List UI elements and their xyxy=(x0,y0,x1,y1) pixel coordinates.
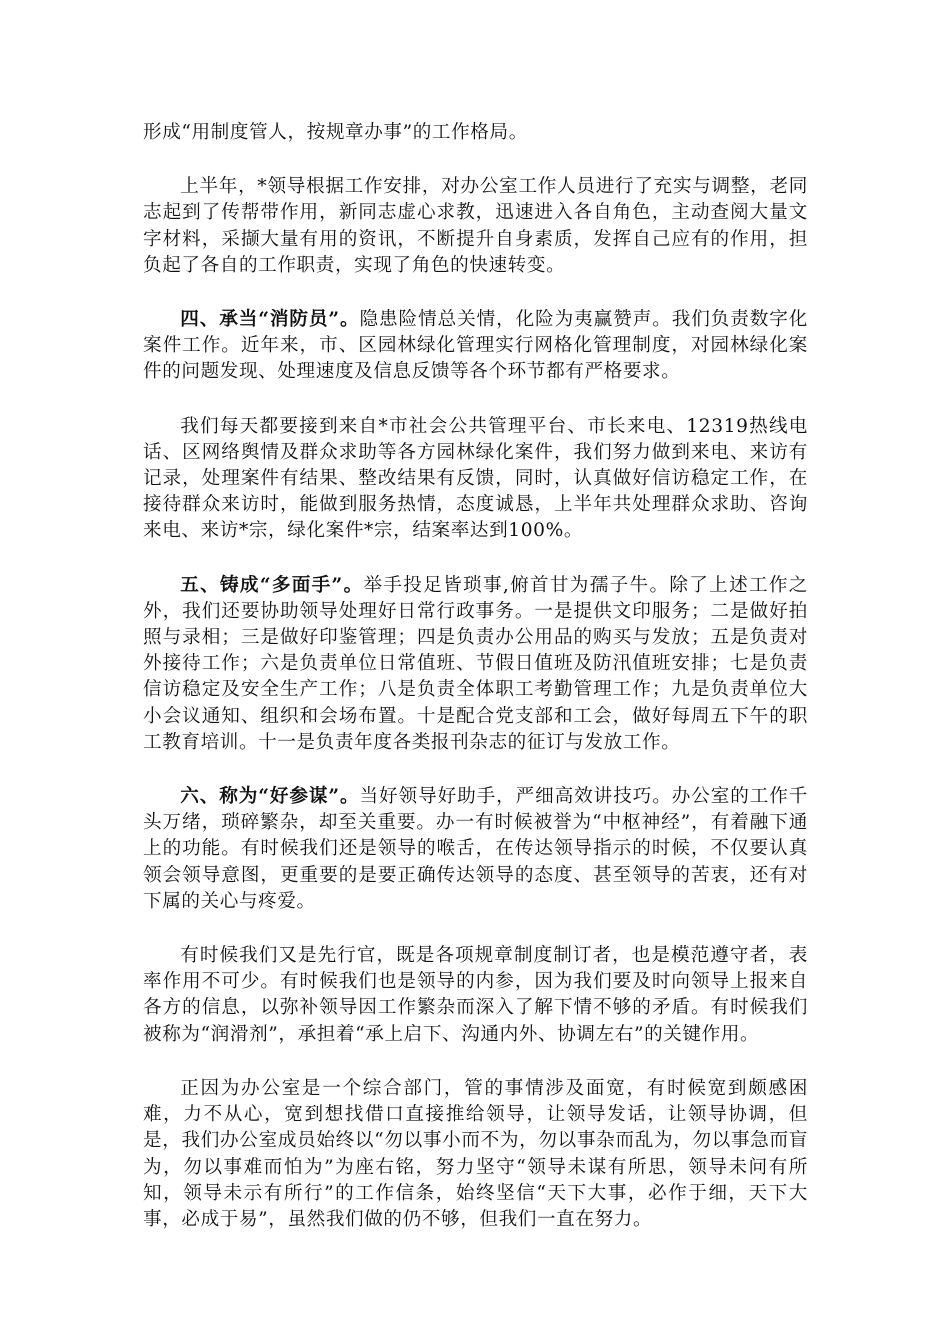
section-5-heading: 五、铸成“多面手”。 xyxy=(180,574,364,596)
section-5-paragraph xyxy=(143,573,808,756)
paragraph-8 xyxy=(143,1076,808,1233)
paragraph-2 xyxy=(143,174,808,279)
paragraph-4 xyxy=(143,414,808,545)
paragraph-text: 上半年，*领导根据工作安排，对办公室工作人员进行了充实与调整，老同志起到了传帮带作用，新同志虚心求教，迅速进入各自角色，主动查阅大量文字材料，采撷大量有用的资讯，不断提升自身素质，发挥自己应有的作用，担负起了各自的工作职责，实现了角色的快速转变。 xyxy=(143,176,808,276)
paragraph-text: 有时候我们又是先行官，既是各项规章制度制订者，也是模范遵守者，表率作用不可少。有时候我们也是领导的内参，因为我们要及时向领导上报来自各方的信息，以弥补领导因工作繁杂而深入了解下情不够的矛盾。有时候我们被称为“润滑剂”，承担着“承上启下、沟通内外、协调左右”的关键作用。 xyxy=(143,945,808,1045)
paragraph-text: 隐患险情总关情，化险为夷赢赞声。我们负责数字化案件工作。近年来，市、区园林绿化管理实行网格化管理制度，对园林绿化案件的问题发现、处理速度及信息反馈等各个环节都有严格要求。 xyxy=(143,309,809,383)
paragraph-text: 我们每天都要接到来自*市社会公共管理平台、市长来电、12319热线电话、区网络舆情及群众求助等各方园林绿化案件，我们努力做到来电、来访有记录，处理案件有结果、整改结果有反馈，同时，认真做好信访稳定工作，在接待群众来访时，能做到服务热情，态度诚恳，上半年共处理群众求助、咨询来电、来访*宗，绿化案件*宗，结案率达到100%。 xyxy=(143,415,808,542)
section-4-paragraph xyxy=(143,307,808,386)
paragraph-text: 形成“用制度管人，按规章办事”的工作格局。 xyxy=(143,122,528,143)
paragraph-text: 正因为办公室是一个综合部门，管的事情涉及面宽，有时候宽到颇感困难，力不从心，宽到想找借口直接推给领导，让领导发话，让领导协调，但是，我们办公室成员始终以“勿以事小而不为，勿以事杂而乱为，勿以事急而盲为，勿以事难而怕为”为座右铭，努力坚守“领导未谋有所思，领导未问有所知，领导未示有所行”的工作信条，始终坚信“天下大事，必作于细，天下大事，必成于易”，虽然我们做的仍不够，但我们一直在努力。 xyxy=(143,1077,808,1230)
paragraph-7 xyxy=(143,943,808,1048)
section-6-paragraph xyxy=(143,784,808,915)
section-4-heading: 四、承当“消防员”。 xyxy=(180,309,360,331)
document-page xyxy=(143,120,808,1261)
paragraph-text: 举手投足皆琐事,俯首甘为孺子牛。除了上述工作之外，我们还要协助领导处理好日常行政事务。一是提供文印服务；二是做好拍照与录相；三是做好印鉴管理；四是负责办公用品的购买与发放；五是负责对外接待工作；六是负责单位日常值班、节假日值班及防汛值班安排；七是负责信访稳定及安全生产工作；八是负责全体职工考勤管理工作；九是负责单位大小会议通知、组织和会场布置。十是配合党支部和工会，做好每周五下午的职工教育培训。十一是负责年度各类报刊杂志的征订与发放工作。 xyxy=(143,574,808,753)
paragraph-text: 当好领导好助手，严细高效讲技巧。办公室的工作千头万绪，琐碎繁杂，却至关重要。办一有时候被誉为“中枢神经”，有着融下通上的功能。有时候我们还是领导的喉舌，在传达领导指示的时候，不仅要认真领会领导意图，更重要的是要正确传达领导的态度、甚至领导的苦衷，还有对下属的关心与疼爱。 xyxy=(143,786,809,912)
paragraph-1 xyxy=(143,120,808,146)
section-6-heading: 六、称为“好参谋”。 xyxy=(180,786,360,808)
